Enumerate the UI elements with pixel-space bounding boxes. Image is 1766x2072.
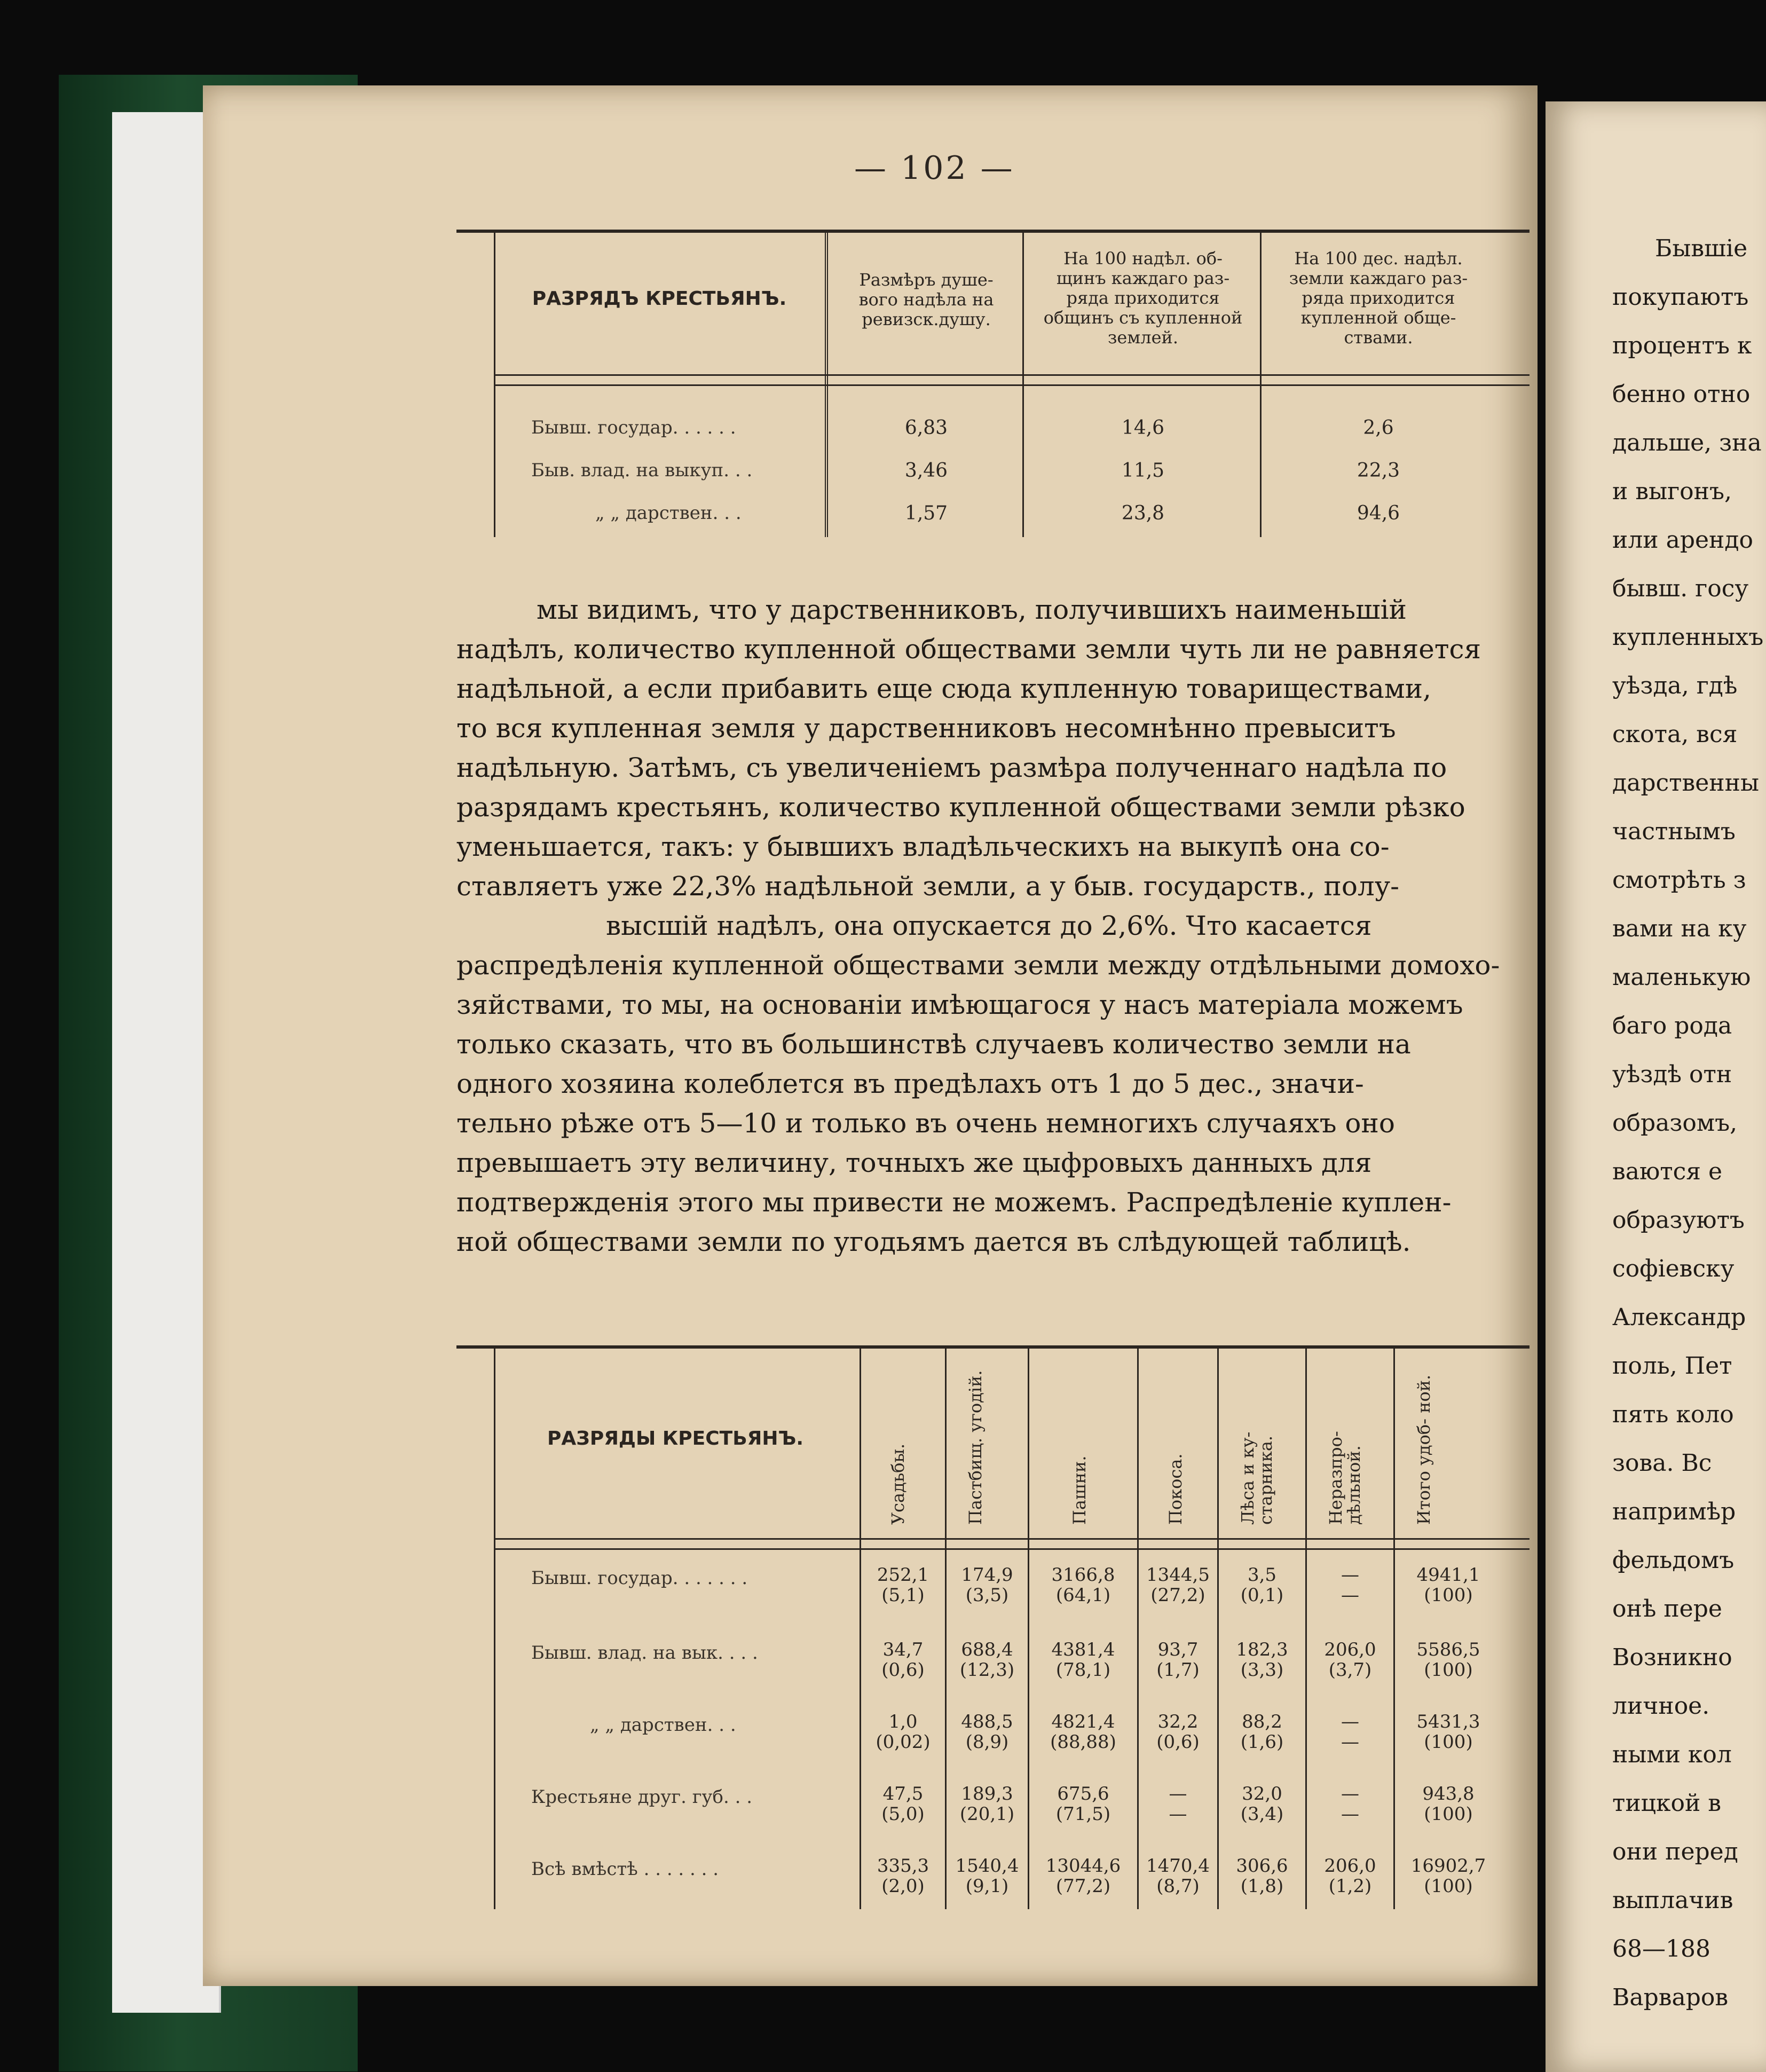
right-page-line: скота, вся [1612,721,1738,748]
table-cell: 488,5 (8,9) [961,1711,1013,1753]
table-cell: 32,0 (3,4) [1240,1783,1284,1825]
table-cell: 1344,5 (27,2) [1146,1564,1210,1606]
table-cell: 94,6 [1357,502,1400,524]
right-page-line: тицкой в [1612,1790,1722,1817]
table-row-label: Быв. влад. на выкуп. . . [531,460,753,481]
text-line: превышаетъ эту величину, точныхъ же цыфровыхъ данныхъ для [456,1147,1372,1178]
table-cell: 2,6 [1363,417,1394,439]
right-page-line: зова. Вс [1612,1449,1712,1477]
right-page-line: процентъ к [1612,332,1752,359]
right-page-line: бывш. госу [1612,575,1749,602]
right-page-line: Бывшіе [1655,235,1748,262]
right-page-line: смотрѣть з [1612,866,1746,894]
right-page-line: софіевску [1612,1255,1735,1282]
table-border [945,1349,947,1909]
right-page-line: покупаютъ [1612,283,1749,311]
table-cell: 6,83 [904,417,948,439]
table-cell: — — [1169,1783,1187,1825]
right-page-line: и выгонъ, [1612,478,1732,505]
text-line: мы видимъ, что у дарственниковъ, получившихъ наименьшій [537,594,1407,625]
table-cell: 182,3 (3,3) [1236,1639,1288,1681]
column-header: Покоса. [1165,1453,1186,1525]
text-line: уменьшается, такъ: у бывшихъ владѣльческихъ на выкупѣ она со- [456,831,1390,862]
table-cell: 47,5 (5,0) [881,1783,925,1825]
table-land-use [456,1345,1530,1909]
table-border [1028,1349,1029,1909]
table-cell: 4381,4 (78,1) [1051,1639,1115,1681]
right-page-line: ваются е [1612,1158,1723,1185]
right-page-line: маленькую [1612,964,1751,991]
column-header-purchased: На 100 дес. надѣл. земли каждаго раз- ряда приходится купленной обще- ствами. [1289,248,1468,348]
right-page-line: напримѣр [1612,1498,1736,1525]
table-cell: 3,46 [904,460,948,482]
header-separator [494,1538,1530,1550]
column-header-category: РАЗРЯДЫ КРЕСТЬЯНЪ. [547,1428,803,1449]
table-cell: 14,6 [1121,417,1165,439]
table-cell: 4821,4 (88,88) [1050,1711,1116,1753]
table-cell: 13044,6 (77,2) [1045,1855,1121,1897]
right-page-line: пять коло [1612,1401,1734,1428]
body-paragraph [456,590,1535,1262]
table-cell: 1470,4 (8,7) [1146,1855,1210,1897]
text-line: тельно рѣже отъ 5—10 и только въ очень немногихъ случаяхъ оно [456,1108,1395,1139]
column-header: Пашни. [1069,1455,1090,1525]
column-header: Пастбищ. угодій. [965,1370,986,1525]
right-page-line: баго рода [1612,1012,1732,1039]
column-header: Неразпро- дѣльной. [1326,1431,1364,1525]
right-page-line: фельдомъ [1612,1547,1735,1574]
table-row-label: Бывш. влад. на вык. . . . [531,1642,758,1664]
table-cell: 3,5 (0,1) [1240,1564,1284,1606]
right-page-line: Варваров [1612,1984,1729,2011]
table-cell: — — [1341,1711,1359,1753]
table-cell: 675,6 (71,5) [1055,1783,1111,1825]
table-land-allotment [456,230,1530,537]
table-border [1137,1349,1139,1909]
table-cell: 16902,7 (100) [1410,1855,1486,1897]
table-cell: 252,1 (5,1) [877,1564,929,1606]
right-page-line: образуютъ [1612,1207,1745,1234]
right-page-line: купленныхъ [1612,624,1764,651]
table-cell: 3166,8 (64,1) [1051,1564,1115,1606]
text-line: то вся купленная земля у дарственниковъ несомнѣнно превыситъ [456,713,1396,744]
table-cell: 1540,4 (9,1) [955,1855,1019,1897]
table-cell: 943,8 (100) [1422,1783,1475,1825]
right-page-line: онѣ пере [1612,1595,1722,1622]
right-page-line: уѣздѣ отн [1612,1061,1732,1088]
column-header: Усадьбы. [888,1443,908,1525]
right-page-line: дарственны [1612,769,1759,797]
column-header-category: РАЗРЯДЪ КРЕСТЬЯНЪ. [532,288,787,310]
table-cell: 688,4 (12,3) [959,1639,1015,1681]
text-line: надѣльной, а если прибавить еще сюда купленную товариществами, [456,673,1431,704]
table-cell: 34,7 (0,6) [881,1639,925,1681]
text-line: только сказать, что въ большинствѣ случаевъ количество земли на [456,1029,1411,1060]
table-row-label: Крестьяне друг. губ. . . [531,1786,753,1808]
right-page-line: личное. [1612,1692,1710,1720]
table-cell: 23,8 [1121,502,1165,524]
right-page-line: уѣзда, гдѣ [1612,672,1738,699]
table-border [1217,1349,1219,1909]
right-page-line: ными кол [1612,1741,1732,1768]
right-page-line: поль, Пет [1612,1352,1732,1380]
right-page-line: Возникно [1612,1644,1732,1671]
table-border [494,1349,495,1909]
table-cell: — — [1341,1564,1359,1606]
table-cell: 206,0 (3,7) [1324,1639,1376,1681]
text-line: высшій надѣлъ, она опускается до 2,6%. Что касается [606,910,1372,941]
text-line: распредѣленія купленной обществами земли между отдѣльными домохо- [456,950,1500,981]
table-cell: 5431,3 (100) [1416,1711,1480,1753]
table-cell: 335,3 (2,0) [877,1855,929,1897]
table-cell: 4941,1 (100) [1416,1564,1480,1606]
table-row-label: „ „ дарствен. . . [595,502,742,524]
table-cell: 88,2 (1,6) [1240,1711,1284,1753]
table-cell: 206,0 (1,2) [1324,1855,1376,1897]
right-page-line: выплачив [1612,1887,1733,1914]
text-line: ной обществами земли по угодьямъ дается въ слѣдующей таблицѣ. [456,1226,1411,1257]
page-number: — 102 — [854,149,1015,187]
table-row-label: Бывш. государ. . . . . . . [531,1567,748,1589]
table-border [860,1349,861,1909]
right-page-line: Александр [1612,1304,1746,1331]
right-page-line: вами на ку [1612,915,1747,942]
column-header-communities: На 100 надѣл. об- щинъ каждаго раз- ряда приходится общинъ съ купленной землей. [1043,248,1243,348]
table-cell: 11,5 [1121,460,1165,482]
table-border [1305,1349,1307,1909]
right-page-line: дальше, зна [1612,429,1762,456]
column-header: Лѣса и ку- старника. [1237,1431,1276,1525]
text-line: надѣлъ, количество купленной обществами земли чуть ли не равняется [456,634,1481,665]
table-row-label: Бывш. государ. . . . . . [531,417,736,438]
right-page-line: 68—188 [1612,1935,1710,1963]
right-page-line: они перед [1612,1838,1738,1865]
column-header-allotment-size: Размѣръ душе- вого надѣла на ревизск.душу. [858,270,994,329]
table-cell: 306,6 (1,8) [1236,1855,1288,1897]
table-row-label: Всѣ вмѣстѣ . . . . . . . [531,1858,719,1880]
text-line: разрядамъ крестьянъ, количество купленной обществами земли рѣзко [456,792,1465,823]
table-cell: 32,2 (0,6) [1156,1711,1200,1753]
text-line: подтвержденія этого мы привести не можемъ. Распредѣленіе куплен- [456,1187,1452,1218]
table-cell: 1,0 (0,02) [876,1711,931,1753]
table-cell: 93,7 (1,7) [1156,1639,1200,1681]
text-line: ставляетъ уже 22,3% надѣльной земли, а у быв. государств., полу- [456,871,1400,902]
table-cell: — — [1341,1783,1359,1825]
table-row-label: „ „ дарствен. . . [590,1714,736,1736]
right-page-line: образомъ, [1612,1109,1738,1137]
right-page-line: частнымъ [1612,818,1736,845]
text-line: зяйствами, то мы, на основаніи имѣющагося у насъ матеріала можемъ [456,989,1463,1020]
table-cell: 5586,5 (100) [1416,1639,1480,1681]
table-border [1393,1349,1395,1909]
column-header: Итого удоб- ной. [1414,1374,1434,1525]
right-page-line: или арендо [1612,526,1753,554]
table-cell: 189,3 (20,1) [959,1783,1015,1825]
text-line: одного хозяина колеблется въ предѣлахъ отъ 1 до 5 дес., значи- [456,1068,1364,1099]
table-cell: 1,57 [904,502,948,524]
table-cell: 174,9 (3,5) [961,1564,1013,1606]
header-separator [494,374,1530,386]
right-page-line: бенно отно [1612,381,1751,408]
table-cell: 22,3 [1357,460,1400,482]
text-line: надѣльную. Затѣмъ, съ увеличеніемъ размѣра полученнаго надѣла по [456,752,1447,783]
